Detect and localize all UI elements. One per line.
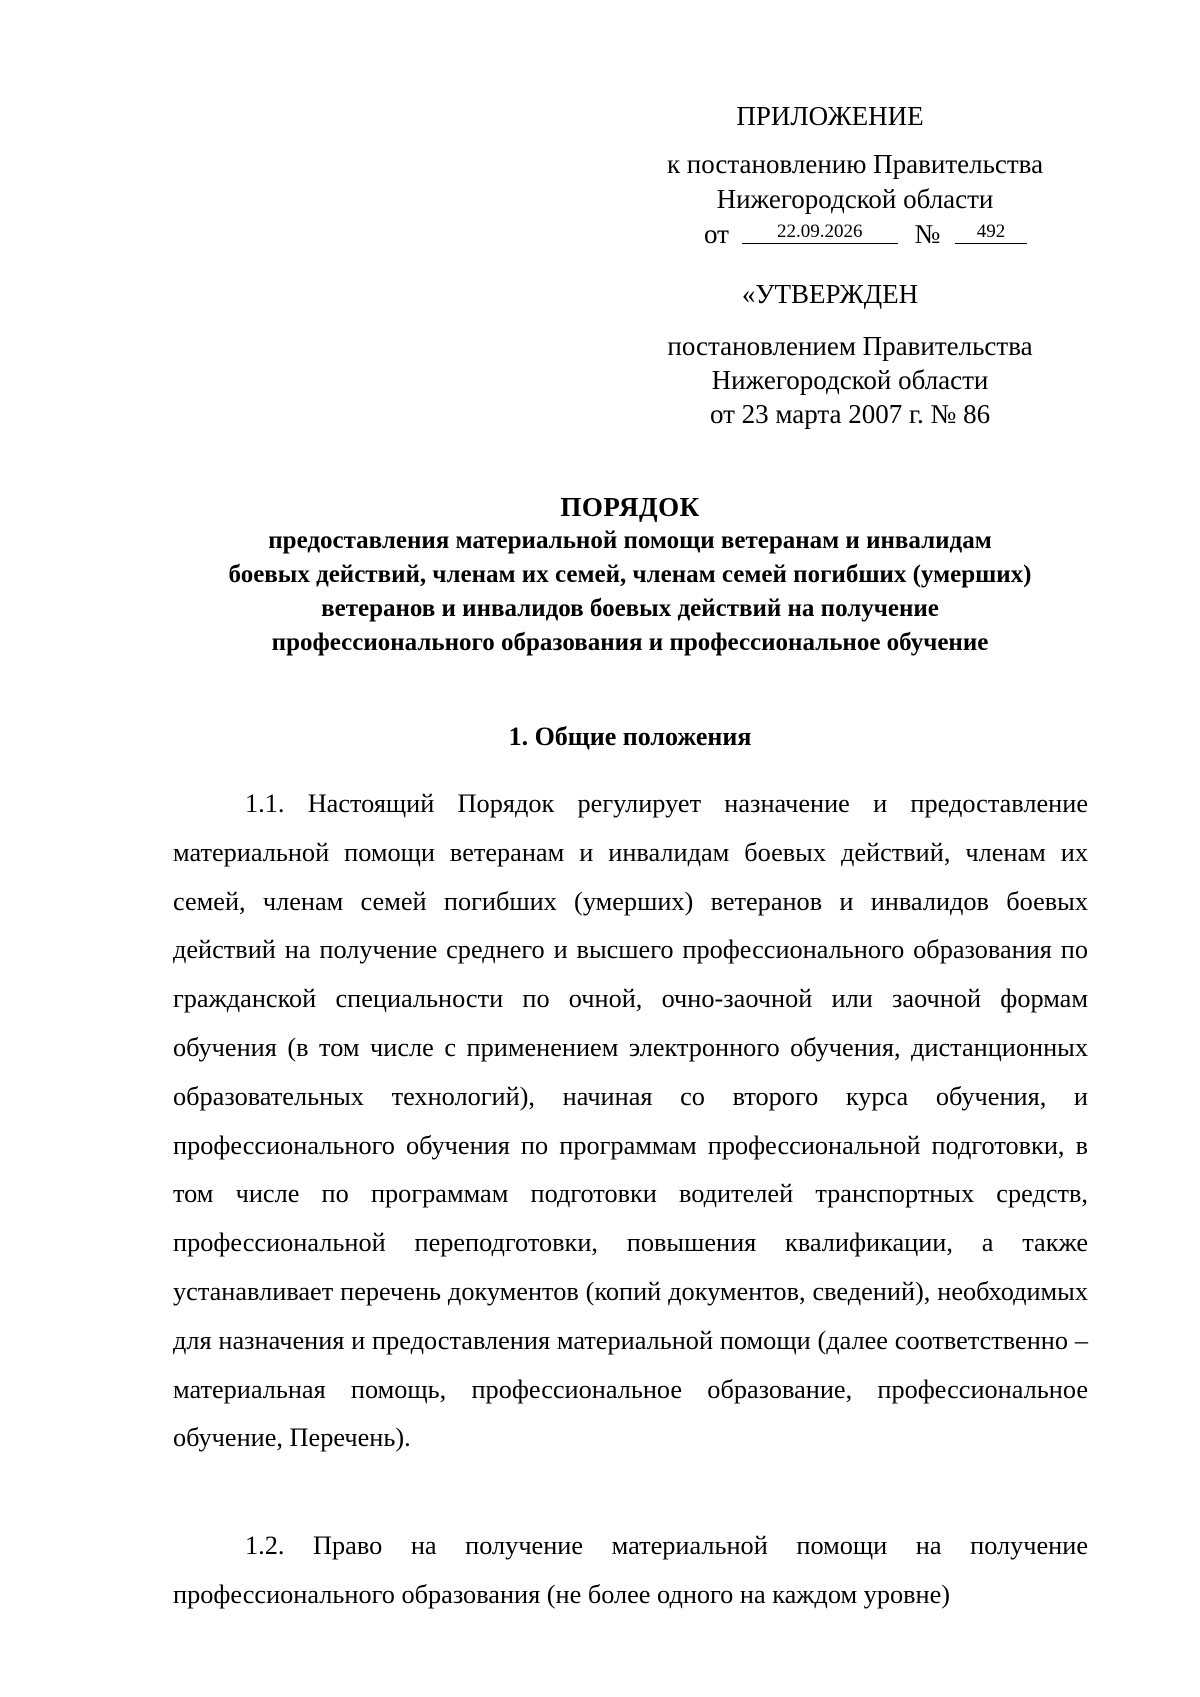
- approved-region: Нижегородской области: [711, 365, 989, 395]
- paragraph-1-1: 1.1. Настоящий Порядок регулирует назначение и предоставление материальной помощи ветеранам и инвалидам боевых действий, членам их семей, членам семей погибших (умерших) ветеранов и инвалидов боевых действий на получение среднего и высшего профессионального образования по гражданской специальности по очной, очно-заочной или заочной формам обучения (в том числе с применением электронного обучения, дистанционных образовательных технологий), начиная со второго курса обучения, и профессионального обучения по программам профессиональной подготовки, в том числе по программам подготовки водителей транспортных средств, профессиональной переподготовки, повышения квалификации, а также устанавливает перечень документов (копий документов, сведений), необходимых для назначения и предоставления материальной помощи (далее соответственно – материальная помощь, профессиональное образование, профессиональное обучение, Перечень).: [173, 789, 1088, 1453]
- paragraph-1-2: 1.2. Право на получение материальной помощи на получение профессионального образования (не более одного на каждом уровне): [173, 1531, 1088, 1609]
- document-title: [150, 490, 1110, 660]
- approved-by-resolution: постановлением Правительства: [667, 331, 1033, 361]
- resolution-date-field: 22.09.2026: [742, 221, 898, 244]
- number-sign: №: [914, 219, 941, 249]
- title-line-4: профессионального образования и профессиональное обучение: [271, 629, 989, 656]
- approved-date-line: от 23 марта 2007 г. № 86: [709, 399, 991, 429]
- title-main: ПОРЯДОК: [560, 492, 700, 522]
- approved-label: «УТВЕРЖДЕН: [741, 279, 919, 309]
- section-heading: 1. Общие положения: [508, 722, 752, 751]
- to-resolution-line: к постановлению Правительства: [666, 149, 1044, 179]
- date-prefix: от: [704, 219, 729, 249]
- title-line-1: предоставления материальной помощи ветеранам и инвалидам: [268, 527, 992, 554]
- title-line-3: ветеранов и инвалидов боевых действий на получение: [321, 595, 939, 622]
- title-line-2: боевых действий, членам их семей, членам семей погибших (умерших): [228, 561, 1032, 588]
- appendix-label: ПРИЛОЖЕНИЕ: [736, 101, 924, 131]
- region-line: Нижегородской области: [716, 184, 994, 214]
- resolution-date-number-row: [704, 218, 1027, 252]
- resolution-number-field: 492: [955, 221, 1027, 244]
